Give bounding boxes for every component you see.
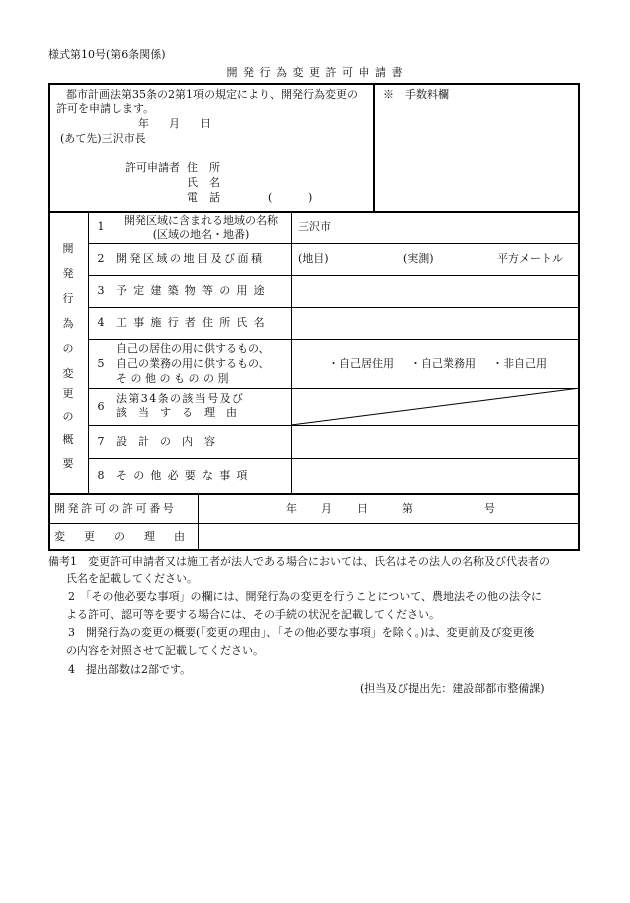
section-label-char: 発 xyxy=(62,267,74,280)
row-5-number: 5 xyxy=(97,357,105,370)
note-4: 4 提出部数は2部です。 xyxy=(68,663,192,676)
section-label-char: の xyxy=(62,410,74,423)
permit-year: 年 xyxy=(286,502,297,515)
row-2-land-category: (地目) xyxy=(298,252,329,265)
permit-day: 日 xyxy=(357,502,368,515)
row-5-label-line-3: そ の 他 の も の の 別 xyxy=(116,372,229,385)
note-2-line-2: よる許可、認可等を要する場合には、その手続の状況を記載してください。 xyxy=(66,608,440,621)
statement-line-1: 都市計画法第35条の2第1項の規定により、開発行為変更の xyxy=(66,88,358,101)
section-label-char: 更 xyxy=(62,387,74,400)
row-1-number: 1 xyxy=(97,220,105,233)
note-1-line-1: 備考1 変更許可申請者又は施工者が法人である場合においては、氏名はその法人の名称及び代表者の xyxy=(48,555,550,568)
row-3-label: 予定建築物等の用途 xyxy=(116,284,271,297)
row-5-label-line-1: 自己の居住の用に供するもの、 xyxy=(116,342,270,355)
option-self-business: ・自己業務用 xyxy=(410,357,476,370)
top-section-bottom-line xyxy=(48,211,580,213)
note-1-line-2: 氏名を記載してください。 xyxy=(66,572,198,585)
row-1-value: 三沢市 xyxy=(298,220,331,233)
row-6-diagonal-slash xyxy=(291,388,580,425)
row-6-number: 6 xyxy=(97,400,105,413)
section-label-char: 為 xyxy=(62,317,74,330)
name-label: 氏 名 xyxy=(187,176,220,189)
contact-department: (担当及び提出先：建設部都市整備課) xyxy=(360,682,545,695)
row-7-label: 設 計 の 内 容 xyxy=(116,435,215,448)
addressee: (あて先)三沢市長 xyxy=(60,132,146,145)
section-label-char: 変 xyxy=(62,367,74,380)
overview-bottom-line xyxy=(48,493,580,495)
row-1-label-line-2: (区域の地名・地番) xyxy=(152,228,250,241)
section-label-char: 行 xyxy=(62,292,74,305)
row-2-measured: (実測) xyxy=(403,252,434,265)
fee-column-divider xyxy=(373,83,375,211)
date-year: 年 xyxy=(138,117,149,130)
permit-number-label: 開発許可の許可番号 xyxy=(54,502,177,515)
row-4-label: 工事施行者住所氏名 xyxy=(116,316,271,329)
option-self-residence: ・自己居住用 xyxy=(328,357,394,370)
row-4-number: 4 xyxy=(97,316,105,329)
note-3-line-1: 3 開発行為の変更の概要(「変更の理由」、「その他必要な事項」を除く。)は、変更前及び変更後 xyxy=(68,626,535,639)
row-6-label-line-2: 該 当 す る 理 由 xyxy=(116,406,237,419)
change-reason-label: 変 更 の 理 由 xyxy=(54,530,189,543)
row-2-label: 開発区域の地目及び面積 xyxy=(116,252,265,265)
section-label-char: の xyxy=(62,342,74,355)
note-2-line-1: 2 「その他必要な事項」の欄には、開発行為の変更を行うことについて、農地法その他の法令に xyxy=(68,590,543,603)
form-title: 開 発 行 為 変 更 許 可 申 請 書 xyxy=(226,66,404,79)
row-1-label-line-1: 開発区域に含まれる地域の名称 xyxy=(124,214,278,227)
section-label-char: 概 xyxy=(62,433,74,446)
phone-paren-open: ( xyxy=(268,191,273,204)
section-label-char: 開 xyxy=(62,242,74,255)
phone-paren-close: ) xyxy=(308,191,313,204)
applicant-label: 許可申請者 xyxy=(125,161,180,174)
row-2-unit: 平方メートル xyxy=(497,252,563,265)
phone-label: 電 話 xyxy=(187,191,220,204)
date-month: 月 xyxy=(169,117,180,130)
address-label: 住 所 xyxy=(187,161,220,174)
row-8-number: 8 xyxy=(97,469,105,482)
row-6-label-line-1: 法第34条の該当号及び xyxy=(116,392,245,405)
date-day: 日 xyxy=(200,117,211,130)
statement-line-2: 許可を申請します。 xyxy=(56,102,155,115)
permit-go: 号 xyxy=(484,502,495,515)
row-5-label-line-2: 自己の業務の用に供するもの、 xyxy=(116,357,270,370)
row-3-number: 3 xyxy=(97,284,105,297)
row-7-number: 7 xyxy=(97,435,105,448)
section-label-divider xyxy=(88,211,89,493)
form-number: 様式第10号(第6条関係) xyxy=(48,48,166,61)
note-3-line-2: の内容を対照させて記載してください。 xyxy=(66,644,264,657)
permit-month: 月 xyxy=(321,502,332,515)
row-2-number: 2 xyxy=(97,252,105,265)
bottom-label-divider xyxy=(198,493,199,551)
row-8-label: その他必要な事項 xyxy=(116,469,254,482)
permit-dai: 第 xyxy=(402,502,413,515)
fee-note: ※ 手数料欄 xyxy=(383,88,449,101)
option-non-self: ・非自己用 xyxy=(492,357,547,370)
label-value-divider xyxy=(291,211,292,493)
section-label-char: 要 xyxy=(62,457,74,470)
